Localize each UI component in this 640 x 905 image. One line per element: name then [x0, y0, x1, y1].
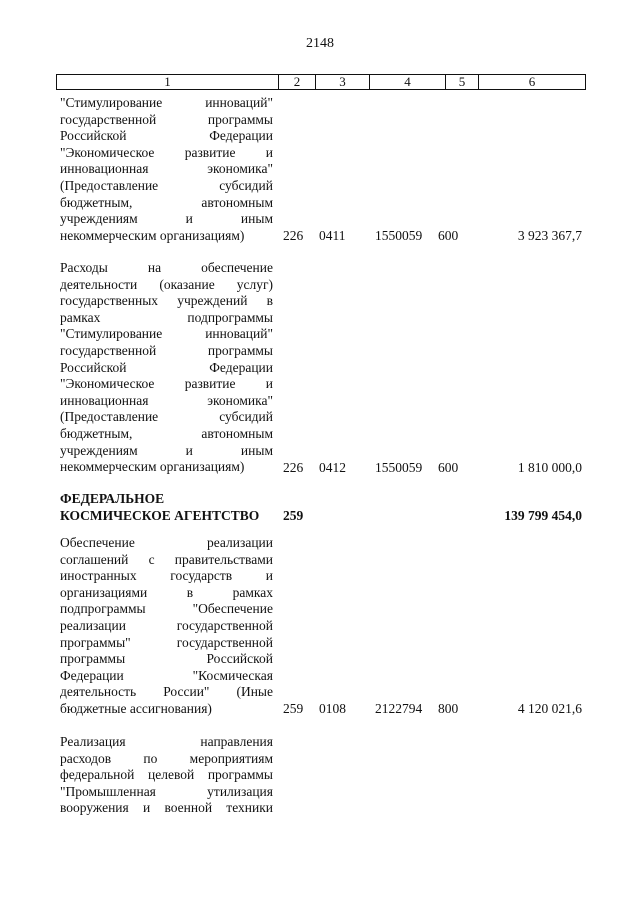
description-line: соглашений с правительствами — [60, 551, 273, 567]
description-line: "Промышленная утилизация — [60, 783, 273, 799]
cell-section: 0411 — [319, 228, 346, 243]
description-line: учреждениям и иным — [60, 211, 273, 227]
description-line: рамках подпрограммы — [60, 309, 273, 325]
page-number: 2148 — [306, 36, 334, 51]
description-line: организациями в рамках — [60, 584, 273, 600]
agency-heading — [60, 491, 273, 524]
column-header-3: 3 — [315, 75, 369, 89]
agency-code: 259 — [283, 508, 304, 523]
description-line: подпрограммы "Обеспечение — [60, 601, 273, 617]
description-line: (Предоставление субсидий — [60, 409, 273, 425]
cell-amount: 1 810 000,0 — [517, 460, 582, 475]
agency-heading-line: ФЕДЕРАЛЬНОЕ — [60, 491, 165, 506]
description-line: бюджетным, автономным — [60, 194, 273, 210]
description-line: программы" государственной — [60, 634, 273, 650]
cell-target: 1550059 — [375, 228, 423, 243]
cell-section: 0412 — [319, 460, 346, 475]
column-header-4: 4 — [369, 75, 445, 89]
description-line: учреждениям и иным — [60, 442, 273, 458]
description-line: Российской Федерации — [60, 359, 273, 375]
description-line: бюджетные ассигнования) — [60, 700, 212, 716]
entry-description — [60, 734, 273, 817]
cell-type: 600 — [438, 228, 459, 243]
description-line: "Стимулирование инноваций" — [60, 326, 273, 342]
cell-type: 800 — [438, 701, 459, 716]
column-header-row — [56, 74, 586, 90]
description-line: деятельность России" (Иные — [60, 684, 273, 700]
description-line: иностранных государств и — [60, 568, 273, 584]
description-line: некоммерческим организациям) — [60, 227, 245, 243]
description-line: бюджетным, автономным — [60, 425, 273, 441]
cell-code: 259 — [283, 701, 304, 716]
agency-total-amount: 139 799 454,0 — [504, 508, 582, 523]
description-line: программы Российской — [60, 651, 273, 667]
cell-amount: 3 923 367,7 — [517, 228, 582, 243]
description-line: "Экономическое развитие и — [60, 144, 273, 160]
cell-code: 226 — [283, 460, 304, 475]
entry-description — [60, 535, 273, 718]
description-line: некоммерческим организациям) — [60, 459, 245, 475]
description-line: Реализация направления — [60, 734, 273, 749]
description-line: "Экономическое развитие и — [60, 376, 273, 392]
description-line: Обеспечение реализации — [60, 535, 273, 550]
cell-target: 1550059 — [375, 460, 423, 475]
column-header-2: 2 — [278, 75, 315, 89]
cell-amount: 4 120 021,6 — [517, 701, 582, 716]
description-line: Федерации "Космическая — [60, 667, 273, 683]
cell-type: 600 — [438, 460, 459, 475]
description-line: государственной программы — [60, 342, 273, 358]
agency-heading-line: КОСМИЧЕСКОЕ АГЕНТСТВО — [60, 507, 260, 523]
description-line: расходов по мероприятиям — [60, 750, 273, 766]
description-line: (Предоставление субсидий — [60, 177, 273, 193]
description-line: инновационная экономика" — [60, 392, 273, 408]
column-header-5: 5 — [445, 75, 478, 89]
description-line: Российской Федерации — [60, 128, 273, 144]
column-header-6: 6 — [478, 75, 585, 89]
entry-description — [60, 260, 273, 476]
description-line: Расходы на обеспечение — [60, 260, 273, 275]
description-line: федеральной целевой программы — [60, 767, 273, 783]
cell-section: 0108 — [319, 701, 346, 716]
cell-code: 226 — [283, 228, 304, 243]
description-line: государственной программы — [60, 111, 273, 127]
entry-description — [60, 95, 273, 244]
description-line: реализации государственной — [60, 617, 273, 633]
description-line: "Стимулирование инноваций" — [60, 95, 273, 110]
column-header-1: 1 — [164, 74, 171, 89]
description-line: деятельности (оказание услуг) — [60, 276, 273, 292]
description-line: вооружения и военной техники — [60, 800, 273, 816]
description-line: государственных учреждений в — [60, 293, 273, 309]
description-line: инновационная экономика" — [60, 161, 273, 177]
cell-target: 2122794 — [375, 701, 423, 716]
